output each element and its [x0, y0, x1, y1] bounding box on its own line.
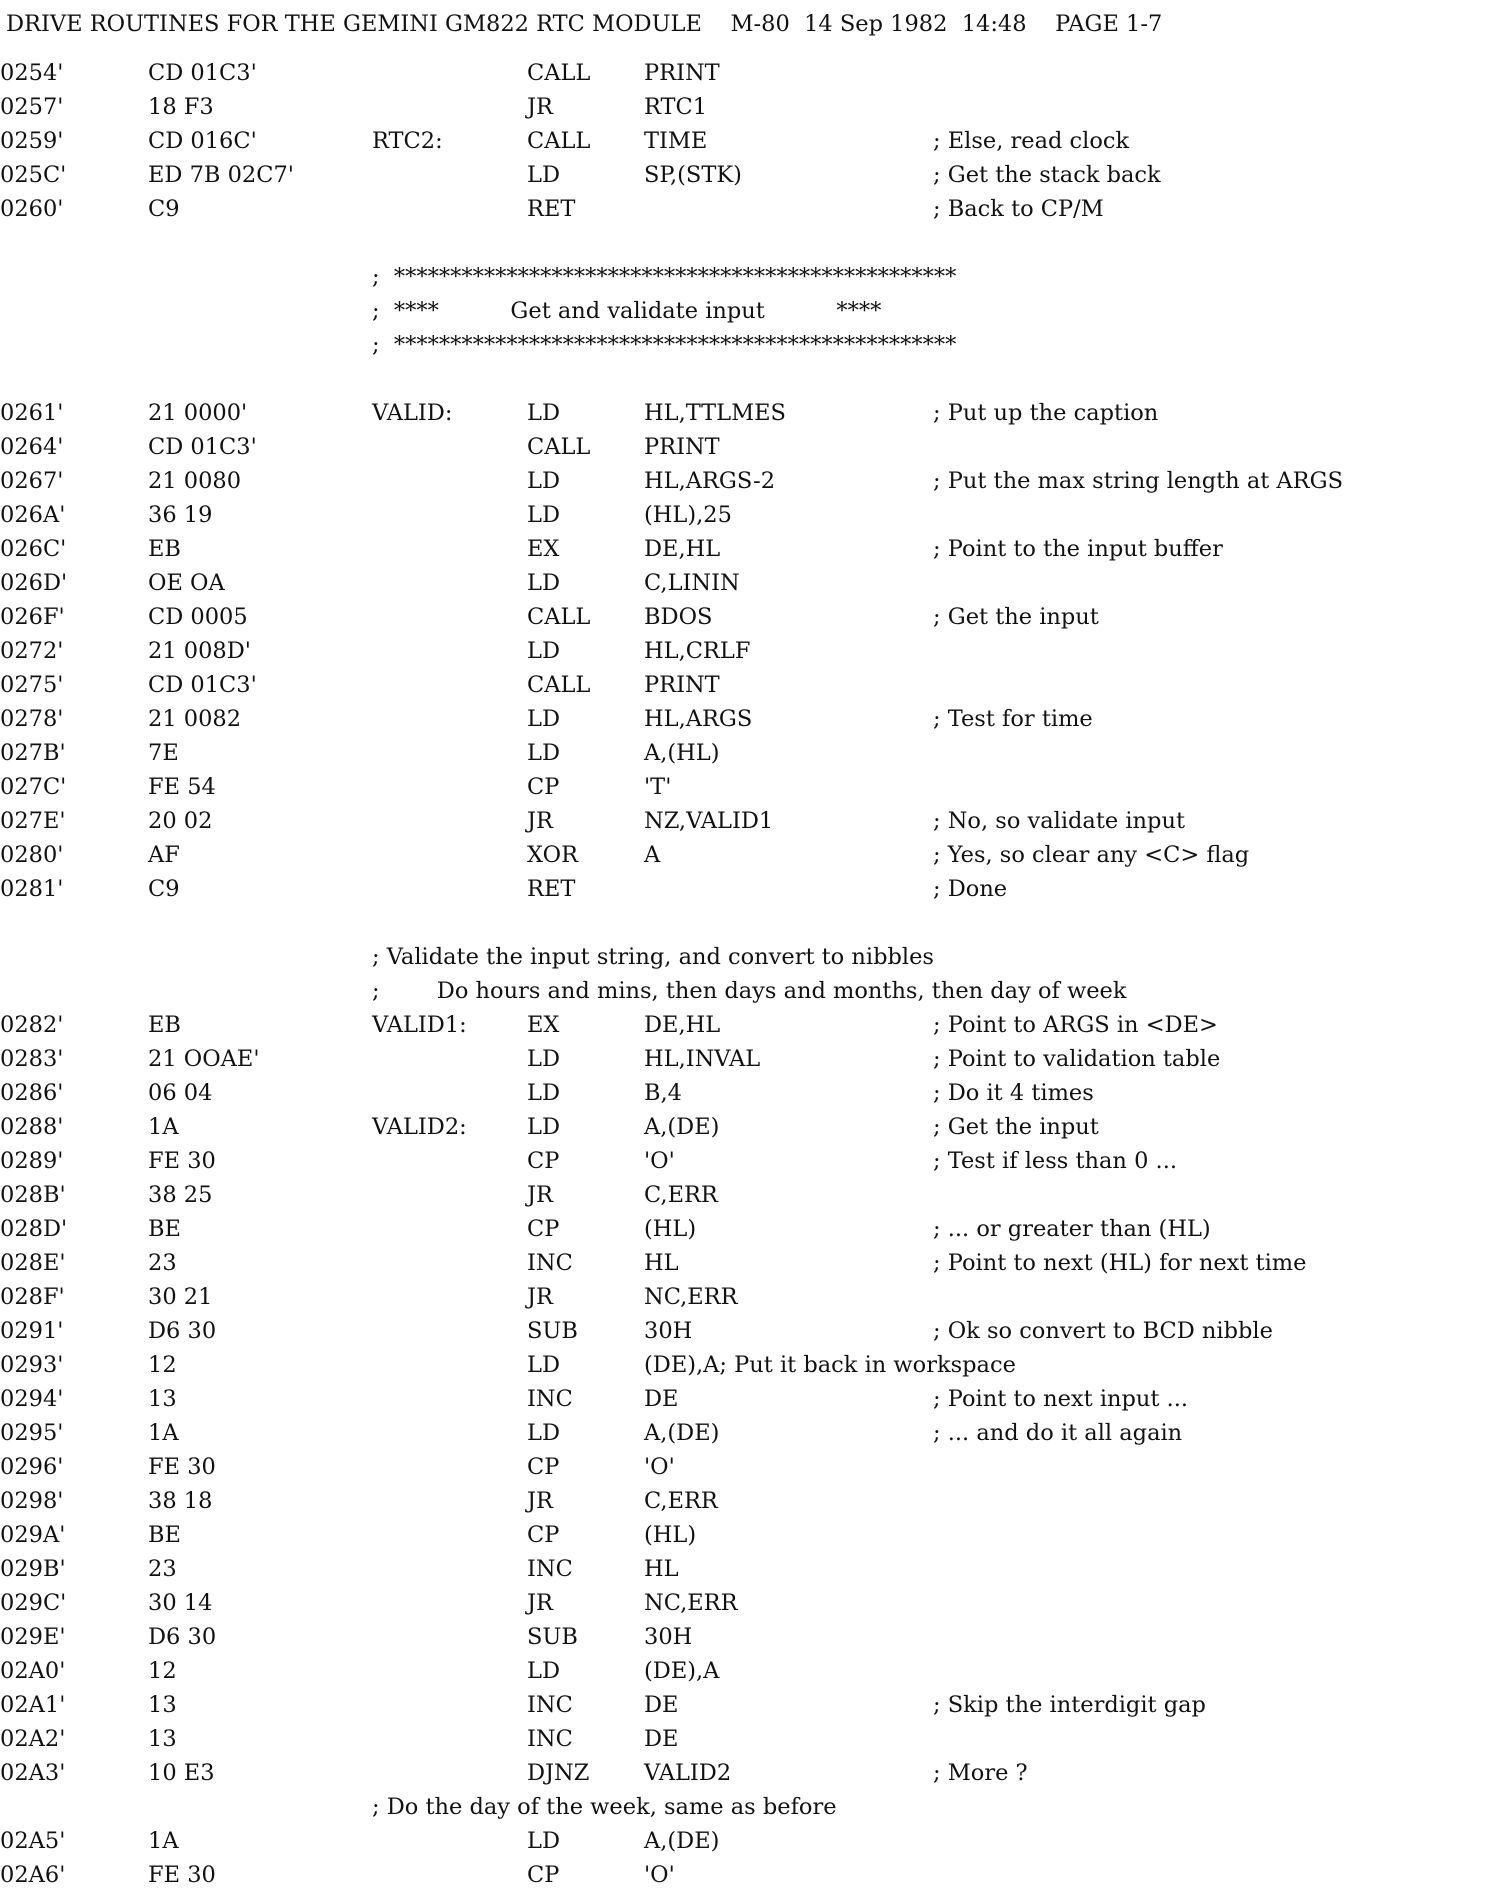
operand: C,ERR — [644, 1488, 718, 1514]
code-line — [0, 1552, 1504, 1586]
code-line — [0, 1144, 1504, 1178]
comment: ; Get the stack back — [933, 162, 1161, 188]
object-code: FE 30 — [148, 1454, 216, 1480]
comment: ; More ? — [933, 1760, 1028, 1786]
code-line — [0, 1824, 1504, 1858]
operand: 30H — [644, 1624, 693, 1650]
address: 027C' — [0, 774, 67, 800]
code-line — [0, 1212, 1504, 1246]
operand: 30H — [644, 1318, 693, 1344]
address: 028B' — [0, 1182, 66, 1208]
mnemonic: XOR — [527, 842, 579, 868]
operand: (HL) — [644, 1522, 697, 1548]
operand: A,(DE) — [644, 1420, 720, 1446]
address: 0293' — [0, 1352, 64, 1378]
mnemonic: CALL — [527, 60, 591, 86]
code-line — [0, 1756, 1504, 1790]
mnemonic: LD — [527, 1828, 560, 1854]
comment: ; Point to the input buffer — [933, 536, 1223, 562]
mnemonic: LD — [527, 400, 560, 426]
address: 028F' — [0, 1284, 65, 1310]
mnemonic: EX — [527, 1012, 560, 1038]
mnemonic: SUB — [527, 1318, 578, 1344]
mnemonic: CP — [527, 1216, 560, 1242]
comment-text: ; Do hours and mins, then days and months, then day of week — [372, 978, 1127, 1004]
code-line — [0, 1688, 1504, 1722]
mnemonic: JR — [527, 1590, 553, 1616]
address: 026C' — [0, 536, 67, 562]
mnemonic: JR — [527, 808, 553, 834]
object-code: 13 — [148, 1692, 177, 1718]
object-code: CD 016C' — [148, 128, 257, 154]
operand: HL,ARGS — [644, 706, 753, 732]
code-line — [0, 634, 1504, 668]
comment: ; Test if less than 0 ... — [933, 1148, 1177, 1174]
page-header: DRIVE ROUTINES FOR THE GEMINI GM822 RTC MODULE M-80 14 Sep 1982 14:48 PAGE 1-7 — [6, 11, 1163, 37]
mnemonic: SUB — [527, 1624, 578, 1650]
object-code: 23 — [148, 1556, 177, 1582]
code-line — [0, 838, 1504, 872]
mnemonic: LD — [527, 1352, 560, 1378]
address: 0275' — [0, 672, 64, 698]
code-line — [0, 498, 1504, 532]
label: VALID: — [372, 400, 453, 426]
operand: 'T' — [644, 774, 672, 800]
code-line — [0, 1518, 1504, 1552]
comment: ; Point to validation table — [933, 1046, 1221, 1072]
comment-text: ; Do the day of the week, same as before — [372, 1794, 837, 1820]
code-line — [0, 90, 1504, 124]
operand: B,4 — [644, 1080, 683, 1106]
code-line — [0, 872, 1504, 906]
code-line — [0, 736, 1504, 770]
assembly-listing — [0, 56, 1504, 1892]
mnemonic: LD — [527, 1658, 560, 1684]
address: 029C' — [0, 1590, 67, 1616]
label: RTC2: — [372, 128, 443, 154]
address: 02A2' — [0, 1726, 66, 1752]
blank-line — [0, 226, 1504, 260]
mnemonic: CP — [527, 1148, 560, 1174]
object-code: 10 E3 — [148, 1760, 215, 1786]
operand: 'O' — [644, 1862, 675, 1888]
object-code: 1A — [148, 1828, 179, 1854]
address: 02A0' — [0, 1658, 66, 1684]
mnemonic: LD — [527, 570, 560, 596]
operand: (DE),A — [644, 1658, 720, 1684]
operand: C,ERR — [644, 1182, 718, 1208]
mnemonic: INC — [527, 1692, 573, 1718]
address: 0291' — [0, 1318, 64, 1344]
address: 0289' — [0, 1148, 64, 1174]
object-code: 20 02 — [148, 808, 213, 834]
address: 0257' — [0, 94, 64, 120]
object-code: 1A — [148, 1114, 179, 1140]
object-code: FE 30 — [148, 1862, 216, 1888]
operand: (HL) — [644, 1216, 697, 1242]
object-code: D6 30 — [148, 1318, 217, 1344]
operand: SP,(STK) — [644, 162, 742, 188]
code-line — [0, 124, 1504, 158]
object-code: FE 54 — [148, 774, 216, 800]
code-line — [0, 532, 1504, 566]
code-line — [0, 1654, 1504, 1688]
mnemonic: LD — [527, 502, 560, 528]
operand: NC,ERR — [644, 1590, 738, 1616]
code-line — [0, 1008, 1504, 1042]
mnemonic: INC — [527, 1726, 573, 1752]
operand: HL — [644, 1250, 679, 1276]
code-line — [0, 1348, 1504, 1382]
address: 0260' — [0, 196, 64, 222]
mnemonic: INC — [527, 1556, 573, 1582]
comment: ; Get the input — [933, 1114, 1099, 1140]
mnemonic: LD — [527, 1046, 560, 1072]
object-code: BE — [148, 1216, 181, 1242]
object-code: CD 01C3' — [148, 434, 257, 460]
address: 0281' — [0, 876, 64, 902]
mnemonic: CALL — [527, 128, 591, 154]
mnemonic: LD — [527, 638, 560, 664]
operand: DE — [644, 1726, 679, 1752]
object-code: 12 — [148, 1658, 177, 1684]
code-line — [0, 158, 1504, 192]
comment-line — [0, 328, 1504, 362]
code-line — [0, 1620, 1504, 1654]
code-line — [0, 770, 1504, 804]
mnemonic: CALL — [527, 604, 591, 630]
code-line — [0, 1042, 1504, 1076]
object-code: C9 — [148, 876, 180, 902]
address: 0264' — [0, 434, 64, 460]
comment-text: ; **** Get and validate input **** — [372, 298, 882, 324]
operand: PRINT — [644, 60, 720, 86]
mnemonic: LD — [527, 1080, 560, 1106]
address: 0254' — [0, 60, 64, 86]
mnemonic: RET — [527, 196, 576, 222]
operand: DE,HL — [644, 1012, 721, 1038]
object-code: 21 0082 — [148, 706, 242, 732]
object-code: 21 0080 — [148, 468, 242, 494]
code-line — [0, 1076, 1504, 1110]
operand: DE — [644, 1386, 679, 1412]
address: 0296' — [0, 1454, 64, 1480]
code-line — [0, 1722, 1504, 1756]
mnemonic: LD — [527, 740, 560, 766]
address: 028E' — [0, 1250, 66, 1276]
comment-line — [0, 974, 1504, 1008]
address: 026A' — [0, 502, 66, 528]
operand: VALID2 — [644, 1760, 732, 1786]
object-code: 18 F3 — [148, 94, 214, 120]
mnemonic: JR — [527, 1488, 553, 1514]
operand: (DE),A; Put it back in workspace — [644, 1352, 1016, 1378]
label: VALID1: — [372, 1012, 467, 1038]
mnemonic: CP — [527, 1862, 560, 1888]
object-code: CD 01C3' — [148, 60, 257, 86]
operand: NZ,VALID1 — [644, 808, 774, 834]
operand: A,(DE) — [644, 1828, 720, 1854]
comment-line — [0, 940, 1504, 974]
comment: ; Point to ARGS in <DE> — [933, 1012, 1218, 1038]
mnemonic: JR — [527, 94, 553, 120]
object-code: 21 0000' — [148, 400, 248, 426]
mnemonic: LD — [527, 1420, 560, 1446]
mnemonic: DJNZ — [527, 1760, 590, 1786]
operand: DE — [644, 1692, 679, 1718]
code-line — [0, 1246, 1504, 1280]
operand: PRINT — [644, 434, 720, 460]
object-code: 13 — [148, 1726, 177, 1752]
mnemonic: CP — [527, 774, 560, 800]
comment: ; Point to next input ... — [933, 1386, 1189, 1412]
comment: ; Back to CP/M — [933, 196, 1104, 222]
object-code: 30 21 — [148, 1284, 213, 1310]
mnemonic: LD — [527, 706, 560, 732]
operand: HL,INVAL — [644, 1046, 761, 1072]
address: 02A6' — [0, 1862, 66, 1888]
comment-line — [0, 294, 1504, 328]
code-line — [0, 804, 1504, 838]
object-code: 21 008D' — [148, 638, 251, 664]
address: 0280' — [0, 842, 64, 868]
object-code: EB — [148, 536, 181, 562]
mnemonic: LD — [527, 162, 560, 188]
code-line — [0, 1484, 1504, 1518]
comment-text: ; ************************************************** — [372, 264, 957, 290]
object-code: 7E — [148, 740, 179, 766]
comment: ; Put up the caption — [933, 400, 1159, 426]
address: 0282' — [0, 1012, 64, 1038]
address: 028D' — [0, 1216, 68, 1242]
code-line — [0, 600, 1504, 634]
address: 0283' — [0, 1046, 64, 1072]
operand: 'O' — [644, 1148, 675, 1174]
object-code: 12 — [148, 1352, 177, 1378]
mnemonic: JR — [527, 1284, 553, 1310]
operand: HL — [644, 1556, 679, 1582]
operand: C,LININ — [644, 570, 740, 596]
comment: ; Get the input — [933, 604, 1099, 630]
operand: 'O' — [644, 1454, 675, 1480]
mnemonic: RET — [527, 876, 576, 902]
mnemonic: CP — [527, 1522, 560, 1548]
code-line — [0, 430, 1504, 464]
operand: A,(HL) — [644, 740, 720, 766]
address: 02A3' — [0, 1760, 66, 1786]
comment-line — [0, 1790, 1504, 1824]
address: 029B' — [0, 1556, 66, 1582]
object-code: D6 30 — [148, 1624, 217, 1650]
address: 029A' — [0, 1522, 66, 1548]
address: 0259' — [0, 128, 64, 154]
mnemonic: INC — [527, 1386, 573, 1412]
mnemonic: CP — [527, 1454, 560, 1480]
operand: BDOS — [644, 604, 713, 630]
object-code: 38 18 — [148, 1488, 213, 1514]
comment: ; Put the max string length at ARGS — [933, 468, 1344, 494]
code-line — [0, 56, 1504, 90]
code-line — [0, 1178, 1504, 1212]
address: 029E' — [0, 1624, 66, 1650]
object-code: EB — [148, 1012, 181, 1038]
address: 025C' — [0, 162, 67, 188]
code-line — [0, 1586, 1504, 1620]
address: 0288' — [0, 1114, 64, 1140]
object-code: FE 30 — [148, 1148, 216, 1174]
object-code: C9 — [148, 196, 180, 222]
address: 0295' — [0, 1420, 64, 1446]
code-line — [0, 1416, 1504, 1450]
mnemonic: CALL — [527, 672, 591, 698]
address: 0261' — [0, 400, 64, 426]
code-line — [0, 1382, 1504, 1416]
blank-line — [0, 362, 1504, 396]
object-code: BE — [148, 1522, 181, 1548]
blank-line — [0, 906, 1504, 940]
comment-text: ; ************************************************** — [372, 332, 957, 358]
comment: ; ... or greater than (HL) — [933, 1216, 1211, 1242]
address: 0298' — [0, 1488, 64, 1514]
object-code: 06 04 — [148, 1080, 213, 1106]
comment: ; Test for time — [933, 706, 1093, 732]
mnemonic: CALL — [527, 434, 591, 460]
code-line — [0, 396, 1504, 430]
operand: TIME — [644, 128, 708, 154]
mnemonic: EX — [527, 536, 560, 562]
operand: A — [644, 842, 661, 868]
comment: ; Point to next (HL) for next time — [933, 1250, 1307, 1276]
operand: RTC1 — [644, 94, 708, 120]
code-line — [0, 1110, 1504, 1144]
object-code: 36 19 — [148, 502, 213, 528]
code-line — [0, 1280, 1504, 1314]
object-code: CD 01C3' — [148, 672, 257, 698]
comment: ; No, so validate input — [933, 808, 1185, 834]
address: 0272' — [0, 638, 64, 664]
operand: HL,CRLF — [644, 638, 751, 664]
address: 0294' — [0, 1386, 64, 1412]
comment: ; Else, read clock — [933, 128, 1130, 154]
address: 027B' — [0, 740, 66, 766]
code-line — [0, 1314, 1504, 1348]
object-code: CD 0005 — [148, 604, 248, 630]
mnemonic: JR — [527, 1182, 553, 1208]
object-code: 23 — [148, 1250, 177, 1276]
comment-line — [0, 260, 1504, 294]
operand: PRINT — [644, 672, 720, 698]
object-code: 38 25 — [148, 1182, 213, 1208]
address: 026F' — [0, 604, 65, 630]
comment: ; Ok so convert to BCD nibble — [933, 1318, 1273, 1344]
code-line — [0, 702, 1504, 736]
object-code: AF — [148, 842, 180, 868]
object-code: 21 OOAE' — [148, 1046, 260, 1072]
code-line — [0, 192, 1504, 226]
address: 0278' — [0, 706, 64, 732]
comment: ; Do it 4 times — [933, 1080, 1094, 1106]
operand: A,(DE) — [644, 1114, 720, 1140]
comment-text: ; Validate the input string, and convert to nibbles — [372, 944, 934, 970]
code-line — [0, 668, 1504, 702]
object-code: 1A — [148, 1420, 179, 1446]
comment: ; Skip the interdigit gap — [933, 1692, 1206, 1718]
object-code: 30 14 — [148, 1590, 213, 1616]
label: VALID2: — [372, 1114, 467, 1140]
code-line — [0, 566, 1504, 600]
code-line — [0, 1858, 1504, 1892]
code-line — [0, 1450, 1504, 1484]
address: 027E' — [0, 808, 66, 834]
address: 02A1' — [0, 1692, 66, 1718]
mnemonic: INC — [527, 1250, 573, 1276]
address: 0286' — [0, 1080, 64, 1106]
operand: (HL),25 — [644, 502, 732, 528]
address: 026D' — [0, 570, 68, 596]
operand: HL,TTLMES — [644, 400, 786, 426]
object-code: 13 — [148, 1386, 177, 1412]
address: 0267' — [0, 468, 64, 494]
comment: ; ... and do it all again — [933, 1420, 1183, 1446]
operand: NC,ERR — [644, 1284, 738, 1310]
comment: ; Yes, so clear any <C> flag — [933, 842, 1250, 868]
operand: DE,HL — [644, 536, 721, 562]
operand: HL,ARGS-2 — [644, 468, 776, 494]
comment: ; Done — [933, 876, 1008, 902]
object-code: ED 7B 02C7' — [148, 162, 294, 188]
mnemonic: LD — [527, 1114, 560, 1140]
mnemonic: LD — [527, 468, 560, 494]
address: 02A5' — [0, 1828, 66, 1854]
object-code: OE OA — [148, 570, 225, 596]
code-line — [0, 464, 1504, 498]
